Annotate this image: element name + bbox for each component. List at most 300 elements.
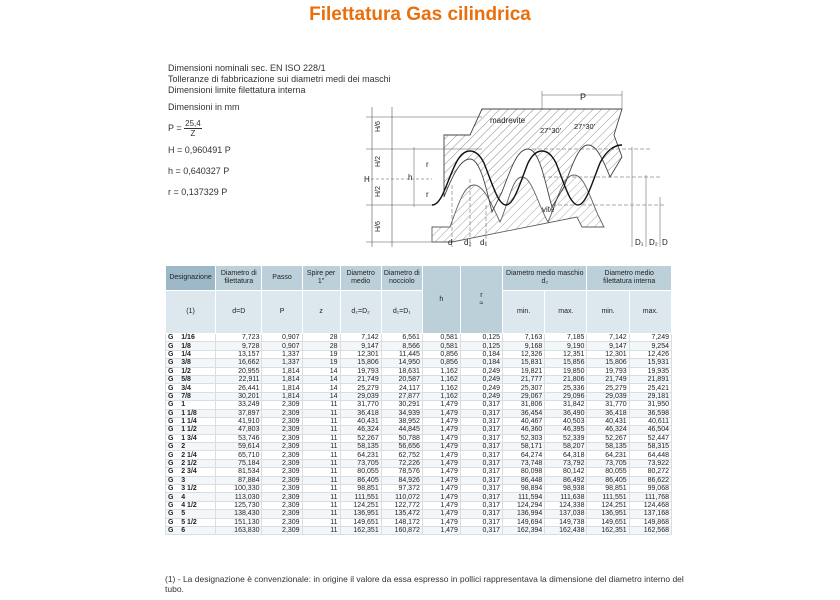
table-cell: 136,951	[587, 510, 629, 518]
table-cell: 1,479	[422, 451, 460, 459]
table-cell: 0,317	[460, 409, 502, 417]
table-cell: 0,317	[460, 401, 502, 409]
table-cell: 2,309	[262, 451, 302, 459]
table-cell: 14	[302, 384, 340, 392]
vite-region	[432, 175, 604, 242]
table-row	[166, 401, 672, 409]
table-cell: 58,315	[629, 443, 671, 451]
table-cell: 80,142	[545, 468, 587, 476]
table-cell: 11	[302, 501, 340, 509]
table-cell: 2,309	[262, 434, 302, 442]
table-cell: 59,614	[216, 443, 262, 451]
table-cell: 64,274	[503, 451, 545, 459]
table-cell: 6,561	[381, 334, 422, 342]
table-cell: 56,656	[381, 443, 422, 451]
table-cell: 11	[302, 426, 340, 434]
label-D: D	[662, 238, 668, 247]
table-cell: 1,479	[422, 468, 460, 476]
table-row	[166, 359, 672, 367]
table-cell: 26,441	[216, 384, 262, 392]
page-title: Filettatura Gas cilindrica	[309, 4, 531, 25]
table-cell: 19,850	[545, 367, 587, 375]
table-cell: 30,291	[381, 401, 422, 409]
table-cell: 0,317	[460, 459, 502, 467]
table-header-row	[166, 266, 672, 291]
table-row	[166, 510, 672, 518]
intro-line: Dimensioni nominali sec. EN ISO 228/1	[168, 63, 326, 73]
table-cell: 11	[302, 417, 340, 425]
table-cell: 124,468	[629, 501, 671, 509]
table-cell: 0,249	[460, 384, 502, 392]
table-cell: 47,803	[216, 426, 262, 434]
formula-H: H = 0,960491 P	[168, 145, 231, 155]
table-row	[166, 485, 672, 493]
formula-r: r = 0,137329 P	[168, 187, 228, 197]
table-cell: 1,162	[422, 375, 460, 383]
table-cell: 15,831	[503, 359, 545, 367]
table-cell: 11	[302, 409, 340, 417]
table-cell: 160,872	[381, 526, 422, 534]
table-cell: 12,351	[545, 350, 587, 358]
table-cell: 100,330	[216, 485, 262, 493]
table-cell: 137,038	[545, 510, 587, 518]
table-cell: 0,249	[460, 392, 502, 400]
table-cell: 28	[302, 342, 340, 350]
label-r-bot: r	[426, 190, 429, 199]
table-cell: 40,503	[545, 417, 587, 425]
table-cell: 11	[302, 518, 340, 526]
table-cell: 21,806	[545, 375, 587, 383]
label-D2: D₂	[649, 238, 658, 247]
table-cell: 7,142	[340, 334, 381, 342]
thread-profile-diagram	[352, 87, 672, 257]
label-d2: d₂	[464, 238, 472, 247]
table-cell: 86,448	[503, 476, 545, 484]
table-cell: 11	[302, 434, 340, 442]
table-cell: 1,479	[422, 434, 460, 442]
label-d: d	[448, 238, 453, 247]
table-cell: 19	[302, 359, 340, 367]
table-cell: 2,309	[262, 476, 302, 484]
table-cell: 29,181	[629, 392, 671, 400]
label-h: h	[408, 173, 413, 182]
table-cell: 11	[302, 485, 340, 493]
label-D1: D₁	[635, 238, 644, 247]
intro-line: Tolleranze di fabbricazione sui diametri medi dei maschi	[168, 74, 391, 84]
table-cell: 122,772	[381, 501, 422, 509]
table-cell: 86,405	[587, 476, 629, 484]
header-r	[460, 266, 502, 334]
table-cell: 1,479	[422, 426, 460, 434]
table-cell: 15,856	[545, 359, 587, 367]
table-cell: 38,952	[381, 417, 422, 425]
table-cell: 111,638	[545, 493, 587, 501]
table-cell: 9,147	[340, 342, 381, 350]
table-cell: 58,171	[503, 443, 545, 451]
subheader-min1: min.	[503, 291, 545, 334]
table-cell: 52,267	[587, 434, 629, 442]
table-cell: 149,651	[340, 518, 381, 526]
table-cell: 25,421	[629, 384, 671, 392]
label-H2-top: H/2	[375, 156, 382, 167]
cell-designation: G 1 3/4	[166, 434, 216, 442]
cell-designation: G 4	[166, 493, 216, 501]
table-cell: 2,309	[262, 468, 302, 476]
table-cell: 58,207	[545, 443, 587, 451]
table-cell: 46,504	[629, 426, 671, 434]
table-cell: 64,231	[340, 451, 381, 459]
table-row	[166, 375, 672, 383]
table-cell: 11	[302, 476, 340, 484]
table-row	[166, 451, 672, 459]
table-cell: 80,055	[587, 468, 629, 476]
table-cell: 124,338	[545, 501, 587, 509]
table-cell: 0,125	[460, 342, 502, 350]
cell-designation: G 3 1/2	[166, 485, 216, 493]
label-angle-2: 27°30'	[574, 122, 596, 131]
table-cell: 58,135	[587, 443, 629, 451]
table-cell: 1,814	[262, 367, 302, 375]
table-cell: 149,868	[629, 518, 671, 526]
table-cell: 2,309	[262, 459, 302, 467]
table-cell: 31,842	[545, 401, 587, 409]
subheader-max2: max.	[629, 291, 671, 334]
label-angle-1: 27°30'	[540, 126, 562, 135]
table-cell: 124,294	[503, 501, 545, 509]
subheader-dD: d=D	[216, 291, 262, 334]
table-cell: 136,994	[503, 510, 545, 518]
table-cell: 148,172	[381, 518, 422, 526]
table-cell: 1,479	[422, 493, 460, 501]
table-cell: 31,770	[587, 401, 629, 409]
table-cell: 11	[302, 526, 340, 534]
table-cell: 21,749	[587, 375, 629, 383]
table-cell: 0,184	[460, 359, 502, 367]
table-cell: 0,317	[460, 417, 502, 425]
table-cell: 52,303	[503, 434, 545, 442]
table-cell: 24,117	[381, 384, 422, 392]
table-cell: 14	[302, 392, 340, 400]
table-cell: 149,738	[545, 518, 587, 526]
table-row	[166, 417, 672, 425]
table-cell: 75,184	[216, 459, 262, 467]
table-cell: 1,814	[262, 392, 302, 400]
table-row	[166, 342, 672, 350]
table-row	[166, 518, 672, 526]
table-cell: 84,926	[381, 476, 422, 484]
formula-p	[168, 119, 202, 138]
table-cell: 0,317	[460, 493, 502, 501]
table-cell: 14,950	[381, 359, 422, 367]
table-cell: 73,792	[545, 459, 587, 467]
table-cell: 1,479	[422, 417, 460, 425]
table-cell: 52,267	[340, 434, 381, 442]
table-cell: 27,877	[381, 392, 422, 400]
table-cell: 2,309	[262, 443, 302, 451]
table-cell: 0,317	[460, 426, 502, 434]
table-cell: 149,651	[587, 518, 629, 526]
label-H2-bot: H/2	[375, 186, 382, 197]
table-cell: 1,479	[422, 476, 460, 484]
table-cell: 78,576	[381, 468, 422, 476]
table-cell: 46,324	[587, 426, 629, 434]
table-cell: 58,135	[340, 443, 381, 451]
table-cell: 33,249	[216, 401, 262, 409]
table-cell: 73,748	[503, 459, 545, 467]
table-row	[166, 459, 672, 467]
table-cell: 11	[302, 510, 340, 518]
table-cell: 14	[302, 375, 340, 383]
table-cell: 0,907	[262, 334, 302, 342]
table-cell: 16,662	[216, 359, 262, 367]
table-cell: 31,770	[340, 401, 381, 409]
header-designazione: Designazione	[166, 266, 216, 291]
table-cell: 124,251	[340, 501, 381, 509]
header-diam-filettatura: Diametro di filettatura	[216, 266, 262, 291]
table-cell: 30,201	[216, 392, 262, 400]
header-interna: Diametro medio filettatura interna	[587, 266, 672, 291]
table-cell: 0,249	[460, 375, 502, 383]
table-cell: 110,072	[381, 493, 422, 501]
table-cell: 111,551	[587, 493, 629, 501]
table-cell: 1,162	[422, 384, 460, 392]
table-cell: 65,710	[216, 451, 262, 459]
label-vite: vite	[542, 205, 555, 214]
table-row	[166, 409, 672, 417]
table-cell: 19,793	[340, 367, 381, 375]
table-cell: 22,911	[216, 375, 262, 383]
table-cell: 1,337	[262, 350, 302, 358]
table-cell: 44,845	[381, 426, 422, 434]
table-cell: 14	[302, 367, 340, 375]
header-r-approx: ≈	[479, 299, 484, 307]
table-cell: 62,752	[381, 451, 422, 459]
table-cell: 80,098	[503, 468, 545, 476]
cell-designation: G 7/8	[166, 392, 216, 400]
table-cell: 0,907	[262, 342, 302, 350]
table-cell: 46,324	[340, 426, 381, 434]
table-cell: 11,445	[381, 350, 422, 358]
cell-designation: G 5 1/2	[166, 518, 216, 526]
subheader-des: (1)	[166, 291, 216, 334]
cell-designation: G 5/8	[166, 375, 216, 383]
table-cell: 25,307	[503, 384, 545, 392]
table-cell: 138,430	[216, 510, 262, 518]
cell-designation: G 2 1/4	[166, 451, 216, 459]
table-cell: 19,821	[503, 367, 545, 375]
footnote: (1) - La designazione è convenzionale: in origine il valore da essa espresso in pollici rappresentava la dimensione del diametro interno del tubo.	[165, 574, 684, 594]
table-cell: 2,309	[262, 518, 302, 526]
subheader-max1: max.	[545, 291, 587, 334]
table-cell: 25,279	[587, 384, 629, 392]
table-cell: 86,405	[340, 476, 381, 484]
table-cell: 163,830	[216, 526, 262, 534]
table-cell: 7,142	[587, 334, 629, 342]
label-madrevite: madrevite	[490, 116, 526, 125]
table-subheader-row	[166, 291, 672, 334]
table-cell: 11	[302, 493, 340, 501]
table-body	[166, 334, 672, 535]
table-cell: 9,254	[629, 342, 671, 350]
table-cell: 25,279	[340, 384, 381, 392]
cell-designation: G 1 1/4	[166, 417, 216, 425]
formula-p-fraction	[184, 119, 202, 138]
table-row	[166, 501, 672, 509]
table-cell: 73,705	[587, 459, 629, 467]
table-cell: 1,479	[422, 526, 460, 534]
table-cell: 21,749	[340, 375, 381, 383]
cell-designation: G 1/2	[166, 367, 216, 375]
subheader-z: z	[302, 291, 340, 334]
table-cell: 20,955	[216, 367, 262, 375]
table-cell: 20,587	[381, 375, 422, 383]
table-cell: 162,351	[340, 526, 381, 534]
cell-designation: G 1	[166, 401, 216, 409]
table-cell: 0,317	[460, 510, 502, 518]
cell-designation: G 1 1/8	[166, 409, 216, 417]
header-diam-nocciolo: Diametro di nocciolo	[381, 266, 422, 291]
table-row	[166, 392, 672, 400]
table-cell: 0,317	[460, 485, 502, 493]
table-cell: 15,931	[629, 359, 671, 367]
table-cell: 162,438	[545, 526, 587, 534]
table-cell: 0,581	[422, 342, 460, 350]
header-r-label: r	[480, 291, 483, 299]
table-cell: 36,454	[503, 409, 545, 417]
table-cell: 2,309	[262, 417, 302, 425]
table-cell: 111,768	[629, 493, 671, 501]
table-cell: 52,447	[629, 434, 671, 442]
formula-p-lhs: P =	[168, 122, 182, 133]
table-cell: 0,184	[460, 350, 502, 358]
table-cell: 124,251	[587, 501, 629, 509]
table-cell: 1,479	[422, 443, 460, 451]
table-row	[166, 526, 672, 534]
formula-p-denominator: Z	[190, 129, 196, 138]
formula-h: h = 0,640327 P	[168, 166, 230, 176]
table-cell: 1,479	[422, 401, 460, 409]
table-cell: 40,611	[629, 417, 671, 425]
table-cell: 11	[302, 459, 340, 467]
table-cell: 36,418	[587, 409, 629, 417]
table-cell: 29,067	[503, 392, 545, 400]
table-cell: 37,897	[216, 409, 262, 417]
header-spire: Spire per 1"	[302, 266, 340, 291]
thread-dimensions-table	[165, 265, 672, 535]
subheader-P: P	[262, 291, 302, 334]
header-h: h	[422, 266, 460, 334]
subheader-d1: d₁=D₁	[381, 291, 422, 334]
cell-designation: G 3	[166, 476, 216, 484]
table-cell: 12,301	[340, 350, 381, 358]
table-cell: 15,806	[340, 359, 381, 367]
table-row	[166, 476, 672, 484]
table-row	[166, 350, 672, 358]
table-cell: 31,950	[629, 401, 671, 409]
table-cell: 80,055	[340, 468, 381, 476]
cell-designation: G 2	[166, 443, 216, 451]
formula-p-numerator: 25,4	[185, 119, 201, 128]
cell-designation: G 3/8	[166, 359, 216, 367]
table-cell: 9,728	[216, 342, 262, 350]
table-cell: 98,851	[340, 485, 381, 493]
table-cell: 7,249	[629, 334, 671, 342]
table-cell: 2,309	[262, 493, 302, 501]
table-row	[166, 334, 672, 342]
cell-designation: G 3/4	[166, 384, 216, 392]
label-r-top: r	[426, 160, 429, 169]
cell-designation: G 6	[166, 526, 216, 534]
table-cell: 0,317	[460, 501, 502, 509]
table-cell: 86,622	[629, 476, 671, 484]
cell-designation: G 5	[166, 510, 216, 518]
table-cell: 21,891	[629, 375, 671, 383]
table-cell: 19	[302, 350, 340, 358]
table-cell: 0,249	[460, 367, 502, 375]
table-cell: 0,317	[460, 518, 502, 526]
table-cell: 0,317	[460, 526, 502, 534]
table-cell: 149,694	[503, 518, 545, 526]
table-cell: 19,935	[629, 367, 671, 375]
table-cell: 29,039	[587, 392, 629, 400]
subheader-min2: min.	[587, 291, 629, 334]
table-cell: 2,309	[262, 485, 302, 493]
units-label: Dimensioni in mm	[168, 102, 240, 112]
table-cell: 113,030	[216, 493, 262, 501]
table-cell: 0,317	[460, 451, 502, 459]
table-cell: 73,705	[340, 459, 381, 467]
table-cell: 125,730	[216, 501, 262, 509]
table-cell: 7,185	[545, 334, 587, 342]
label-d1: d₁	[480, 238, 488, 247]
table-cell: 2,309	[262, 409, 302, 417]
table-row	[166, 468, 672, 476]
table-cell: 2,309	[262, 401, 302, 409]
table-cell: 99,068	[629, 485, 671, 493]
table-cell: 98,894	[503, 485, 545, 493]
table-cell: 7,723	[216, 334, 262, 342]
table-cell: 50,788	[381, 434, 422, 442]
table-cell: 111,551	[340, 493, 381, 501]
table-cell: 7,163	[503, 334, 545, 342]
table-cell: 11	[302, 468, 340, 476]
table-cell: 151,130	[216, 518, 262, 526]
table-cell: 1,479	[422, 510, 460, 518]
table-cell: 1,479	[422, 409, 460, 417]
header-passo: Passo	[262, 266, 302, 291]
table-cell: 0,317	[460, 468, 502, 476]
table-cell: 29,096	[545, 392, 587, 400]
table-cell: 1,337	[262, 359, 302, 367]
table-cell: 162,568	[629, 526, 671, 534]
table-cell: 0,856	[422, 350, 460, 358]
table-cell: 64,318	[545, 451, 587, 459]
table-cell: 9,168	[503, 342, 545, 350]
table-cell: 1,162	[422, 367, 460, 375]
table-cell: 2,309	[262, 426, 302, 434]
table-cell: 11	[302, 443, 340, 451]
table-cell: 1,162	[422, 392, 460, 400]
table-cell: 1,479	[422, 459, 460, 467]
table-cell: 11	[302, 451, 340, 459]
table-cell: 1,814	[262, 375, 302, 383]
label-H: H	[364, 175, 370, 184]
table-cell: 64,231	[587, 451, 629, 459]
table-cell: 36,490	[545, 409, 587, 417]
table-cell: 19,793	[587, 367, 629, 375]
table-cell: 1,479	[422, 485, 460, 493]
cell-designation: G 2 1/2	[166, 459, 216, 467]
